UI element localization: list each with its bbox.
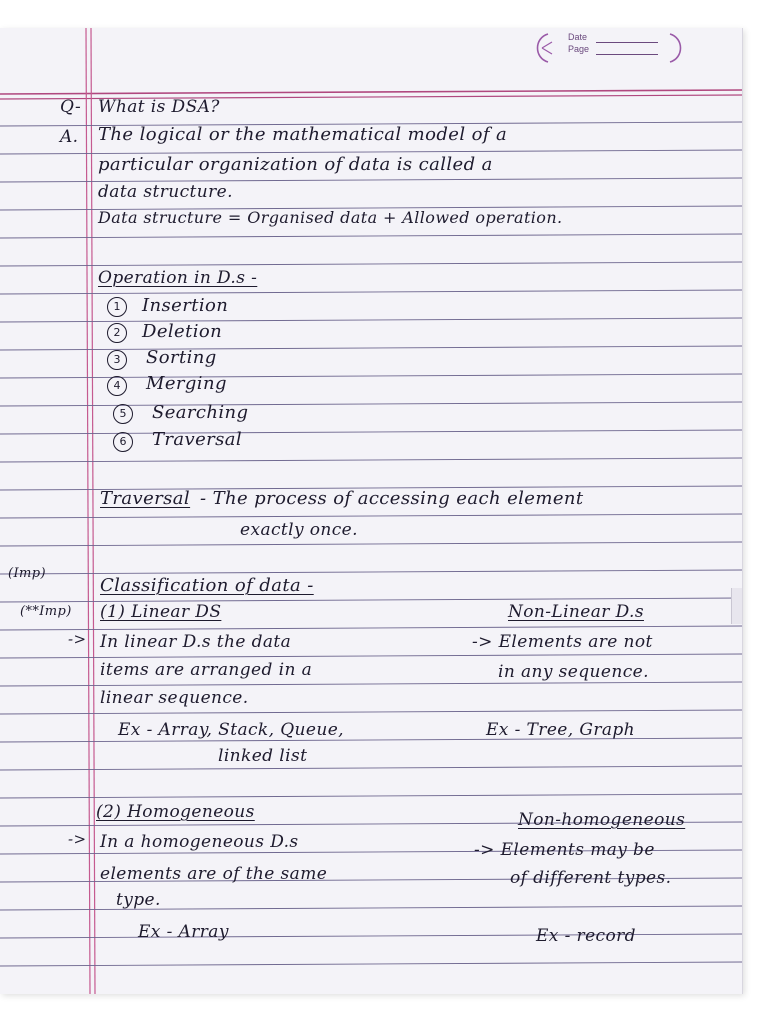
homogeneous-line-2: elements are of the same — [100, 864, 328, 884]
nonhomogeneous-example: Ex - record — [536, 926, 636, 946]
page-line — [596, 54, 658, 55]
op-insertion: Insertion — [142, 295, 229, 316]
nonlinear-example: Ex - Tree, Graph — [486, 720, 636, 740]
ruled-line — [0, 346, 742, 350]
date-stamp-frame — [530, 30, 688, 66]
op-deletion: Deletion — [142, 321, 223, 342]
linear-line-1: In linear D.s the data — [100, 632, 292, 652]
op-num-3: 3 — [107, 350, 127, 370]
ruled-line — [0, 766, 742, 770]
traversal-term: Traversal — [100, 488, 191, 509]
ruled-line — [0, 430, 742, 434]
linear-example-2: linked list — [218, 746, 308, 766]
nonlinear-line-2: in any sequence. — [498, 662, 649, 682]
page-label: Page — [568, 44, 590, 54]
imp-tag: (Imp) — [8, 566, 46, 581]
ruled-line — [0, 962, 742, 966]
ruled-line — [0, 654, 742, 658]
linear-line-3: linear sequence. — [100, 688, 249, 708]
linear-imp-marker: (**Imp) — [20, 604, 72, 619]
question-text: What is DSA? — [98, 97, 220, 117]
op-num-6: 6 — [113, 432, 133, 452]
date-page-stamp — [530, 30, 688, 66]
nonlinear-line-1: -> Elements are not — [472, 632, 653, 652]
ruled-line — [0, 290, 742, 294]
operations-heading: Operation in D.s - — [98, 268, 258, 288]
ruled-line — [0, 542, 742, 546]
homogeneous-title: (2) Homogeneous — [96, 802, 255, 822]
date-label: Date — [568, 32, 588, 42]
op-num-2: 2 — [107, 323, 127, 343]
nonhomogeneous-line-2: of different types. — [510, 868, 672, 888]
traversal-definition-2: exactly once. — [240, 520, 358, 540]
traversal-definition-1: - The process of accessing each element — [200, 488, 584, 509]
classification-heading: Classification of data - — [100, 575, 314, 596]
ruled-line — [0, 234, 742, 238]
question-marker: Q- — [60, 97, 82, 117]
ruled-line — [0, 514, 742, 518]
nonhomogeneous-title: Non-homogeneous — [518, 810, 686, 830]
op-traversal: Traversal — [152, 429, 243, 450]
linear-example: Ex - Array, Stack, Queue, — [118, 720, 344, 740]
ruled-line — [0, 458, 742, 462]
ruled-line — [0, 262, 742, 266]
linear-title: (1) Linear DS — [100, 602, 222, 622]
page-edge — [731, 588, 742, 624]
ruled-line — [0, 626, 742, 630]
nonhomogeneous-line-1: -> Elements may be — [474, 840, 655, 860]
op-num-4: 4 — [107, 376, 127, 396]
homogeneous-arrow: -> — [68, 830, 87, 848]
op-num-5: 5 — [113, 404, 133, 424]
op-sorting: Sorting — [146, 347, 217, 368]
answer-line-1: The logical or the mathematical model of a — [98, 124, 508, 145]
op-num-1: 1 — [107, 297, 127, 317]
nonlinear-title: Non-Linear D.s — [508, 602, 644, 622]
ruled-line — [0, 710, 742, 714]
homogeneous-line-1: In a homogeneous D.s — [100, 832, 299, 852]
answer-line-3: data structure. — [98, 182, 233, 202]
op-searching: Searching — [152, 402, 249, 423]
answer-marker: A. — [60, 127, 79, 147]
ruled-line — [0, 402, 742, 406]
answer-line-4: Data structure = Organised data + Allowed operation. — [98, 208, 563, 227]
ruled-line — [0, 318, 742, 322]
homogeneous-line-3: type. — [116, 890, 161, 910]
linear-arrow: -> — [68, 630, 87, 648]
ruled-line — [0, 570, 742, 574]
ruled-line — [0, 682, 742, 686]
homogeneous-example: Ex - Array — [138, 922, 229, 942]
answer-line-2: particular organization of data is called a — [98, 154, 493, 175]
linear-line-2: items are arranged in a — [100, 660, 313, 680]
op-merging: Merging — [146, 373, 227, 394]
ruled-line — [0, 794, 742, 798]
date-line — [596, 42, 658, 43]
ruled-line — [0, 906, 742, 910]
